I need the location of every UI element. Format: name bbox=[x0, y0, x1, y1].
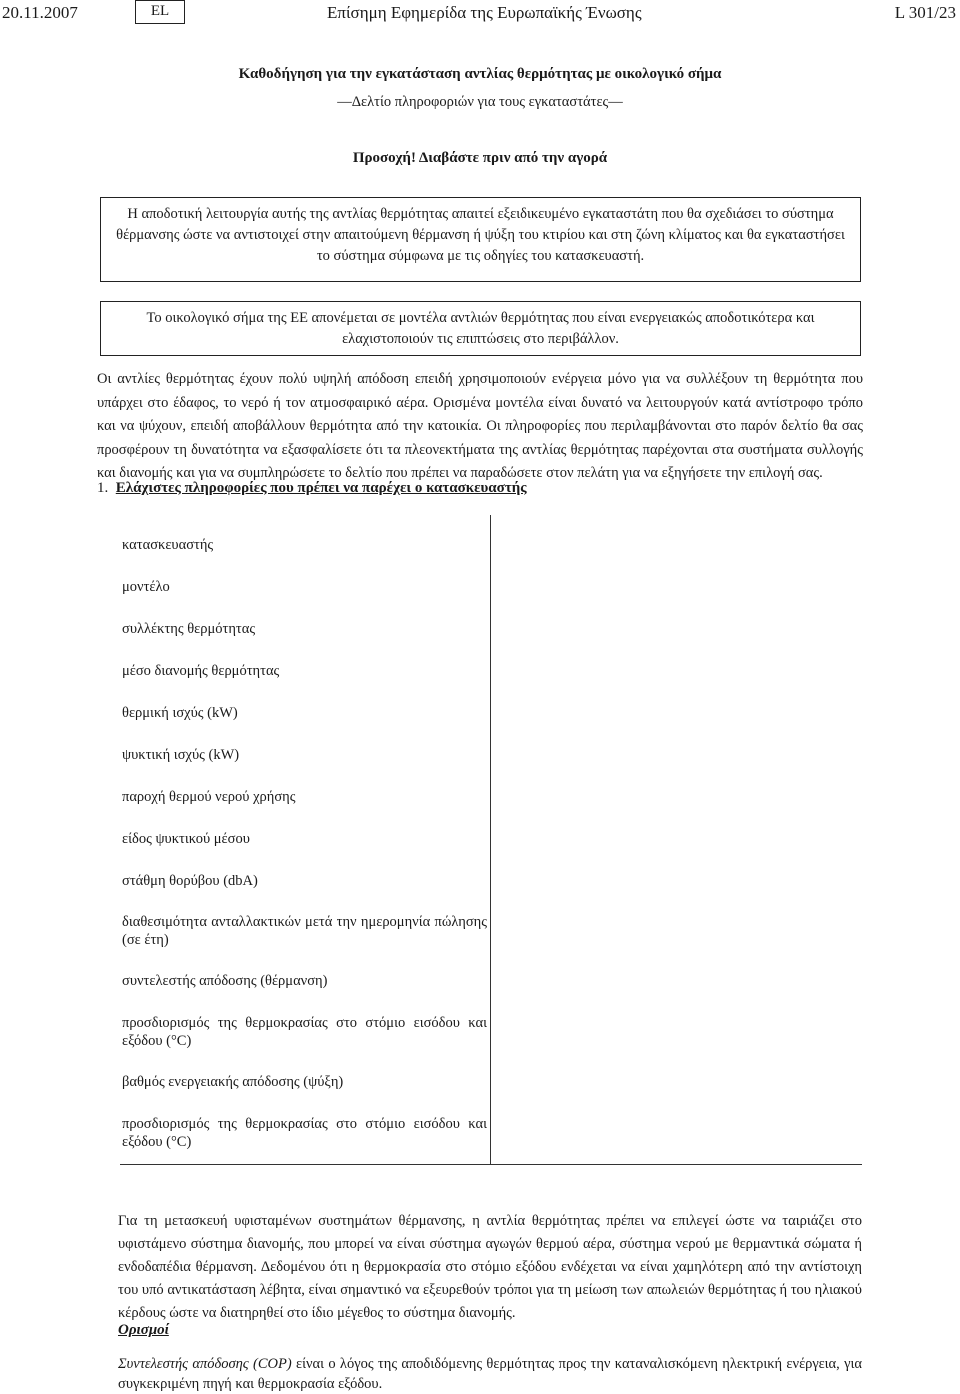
table-row-label: στάθμη θορύβου (dbA) bbox=[122, 873, 258, 889]
page-header bbox=[0, 0, 960, 34]
section-heading bbox=[97, 480, 527, 497]
retrofit-paragraph: Για τη μετασκευή υφισταμένων συστημάτων θέρμανσης, η αντλία θερμότητας πρέπει να επιλεγεί ώστε να ταιριάζει στο υφιστάμενο σύστημα διανομής, που μπορεί να είναι σύστημα αγωγών θερμού αέρα, σύστημα νερού με θερμαντικά σώματα ή ενδοδαπέδια θέρμανση. Δεδομένου ότι η θερμοκρασία στο στόμιο εξόδου ενδέχεται να είναι χαμηλότερη από την αντίστοιχη του υπό αντικατάσταση λέβητα, είναι σημαντικό να εξευρεθούν τρόποι για τη μείωση των απωλειών θερμότητας ή του ηλιακού κέρδους ώστε να διατηρηθεί στο ίδιο μέγεθος το σύστημα διανομής. bbox=[118, 1213, 862, 1321]
table-column-divider bbox=[490, 515, 491, 1165]
definition-text: είναι ο λόγος της αποδιδόμενης θερμότητας προς την καταναλισκόμενη ηλεκτρική ενέργεια, για συγκεκριμένη πηγή και θερμοκρασία εξόδου. bbox=[118, 1356, 862, 1392]
language-badge: EL bbox=[135, 0, 185, 24]
table-row-label: κατασκευαστής bbox=[122, 537, 214, 553]
document-subtitle: —Δελτίο πληροφοριών για τους εγκαταστάτες— bbox=[337, 94, 623, 110]
table-row-label: μοντέλο bbox=[122, 579, 170, 595]
attention-heading: Προσοχή! Διαβάστε πριν από την αγορά bbox=[352, 150, 608, 166]
table-row-label: προσδιορισμός της θερμοκρασίας στο στόμιο εισόδου και εξόδου (°C) bbox=[122, 1015, 487, 1049]
manufacturer-info-table bbox=[120, 515, 862, 1165]
intro-paragraph: Οι αντλίες θερμότητας έχουν πολύ υψηλή απόδοση επειδή χρησιμοποιούν ενέργεια μόνο για να συλλέξουν τη θερμότητα που υπάρχει στο έδαφος, το νερό ή τον ατμοσφαιρικό αέρα. Ορισμένα μοντέλα είναι δυνατό να λειτουργούν κατά αντίστροφο τρόπο και να ψύχουν, επειδή αποβάλλουν θερμότητα από την κατοικία. Οι πληροφορίες που περιλαμβάνονται στο παρόν δελτίο θα σας προσφέρουν τη δυνατότητα να εξασφαλίσετε ότι τα πλεονεκτήματα της αντλίας θερμότητας παρέχονται στα συστήματα συλλογής και διανομής και για να συμπληρώσετε το δελτίο που πρέπει να παραδώσετε στον πελάτη για να εξηγήσετε την επιλογή σας. bbox=[97, 371, 863, 481]
section-number: 1. bbox=[97, 480, 109, 496]
notice-box-ecolabel bbox=[100, 301, 861, 356]
table-row-label: βαθμός ενεργειακής απόδοσης (ψύξη) bbox=[122, 1074, 344, 1090]
table-bottom-border bbox=[120, 1164, 862, 1165]
definition-term: Συντελεστής απόδοσης (COP) bbox=[118, 1356, 292, 1372]
table-row-label: συλλέκτης θερμότητας bbox=[122, 621, 256, 637]
notice-text-ecolabel: Το οικολογικό σήμα της ΕΕ απονέμεται σε μοντέλα αντλιών θερμότητας που είναι ενεργειακώς αποδοτικότερα και ελαχιστοποιούν τις επιπτώσεις στο περιβάλλον. bbox=[146, 310, 815, 347]
notice-box-installer bbox=[100, 197, 861, 282]
journal-title: Επίσημη Εφημερίδα της Ευρωπαϊκής Ένωσης bbox=[327, 3, 642, 22]
table-row-label: προσδιορισμός της θερμοκρασίας στο στόμιο εισόδου και εξόδου (°C) bbox=[122, 1116, 487, 1150]
definition-paragraph bbox=[118, 1354, 862, 1394]
table-row-label: παροχή θερμού νερού χρήσης bbox=[122, 789, 296, 805]
table-row-label: είδος ψυκτικού μέσου bbox=[122, 831, 250, 847]
header-date: 20.11.2007 bbox=[2, 3, 78, 22]
table-row-label: θερμική ισχύς (kW) bbox=[122, 705, 238, 721]
section-title: Ελάχιστες πληροφορίες που πρέπει να παρέχει ο κατασκευαστής bbox=[115, 480, 527, 496]
table-row-label: διαθεσιμότητα ανταλλακτικών μετά την ημερομηνία πώλησης (σε έτη) bbox=[122, 914, 487, 948]
document-title: Καθοδήγηση για την εγκατάσταση αντλίας θερμότητας με οικολογικό σήμα bbox=[238, 66, 722, 82]
page-reference: L 301/23 bbox=[894, 3, 956, 22]
table-row-label: ψυκτική ισχύς (kW) bbox=[122, 747, 240, 763]
table-row-label: συντελεστής απόδοσης (θέρμανση) bbox=[122, 973, 328, 989]
table-row-label: μέσο διανομής θερμότητας bbox=[122, 663, 280, 679]
definitions-heading: Ορισμοί bbox=[118, 1322, 169, 1338]
notice-text-installer: Η αποδοτική λειτουργία αυτής της αντλίας θερμότητας απαιτεί εξειδικευμένο εγκαταστάτη που θα σχεδιάσει το σύστημα θέρμανσης ώστε να αντιστοιχεί στην απαιτούμενη θέρμανση ή ψύξη του κτιρίου και στη ζώνη κλίματος και θα εγκαταστήσει το σύστημα σύμφωνα με τις οδηγίες του κατασκευαστή. bbox=[116, 206, 845, 264]
